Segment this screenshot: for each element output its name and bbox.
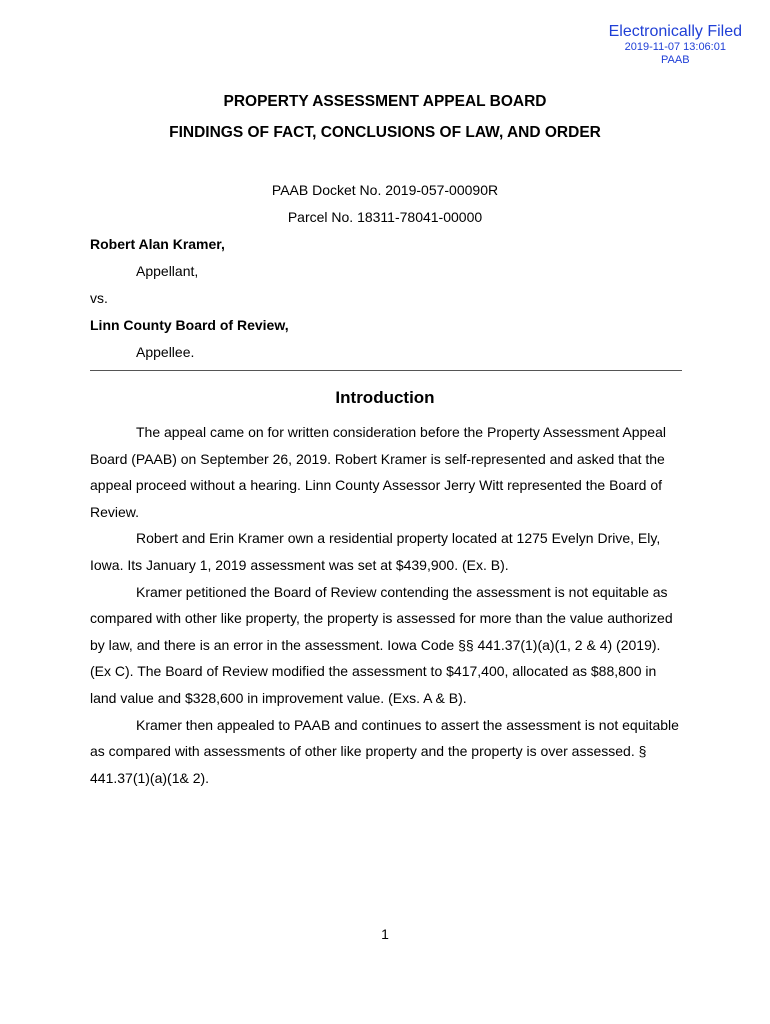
- paragraph: Robert and Erin Kramer own a residential property located at 1275 Evelyn Drive, Ely, Iowa. Its January 1, 2019 assessment was set at $439,900. (Ex. B).: [90, 530, 661, 573]
- appellant-name: Robert Alan Kramer,: [90, 236, 225, 252]
- stamp-datetime: 2019-11-07 13:06:01: [624, 41, 726, 53]
- body-text: [90, 419, 680, 791]
- appellee-role: Appellee.: [136, 344, 195, 360]
- docket-number: PAAB Docket No. 2019-057-00090R: [271, 182, 499, 198]
- stamp-title: Electronically Filed: [608, 23, 742, 40]
- stamp-agency: PAAB: [661, 54, 690, 66]
- paragraph: Kramer then appealed to PAAB and continues to assert the assessment is not equitable as compared with assessments of other like property and the property is over assessed. § 441.37(1)(a)(1& 2).: [90, 716, 679, 786]
- paragraph: Kramer petitioned the Board of Review contending the assessment is not equitable as compared with other like property, the property is assessed for more than the value authorized by law, and there is an error in the assessment. Iowa Code §§ 441.37(1)(a)(1, 2 & 4) (2019). (Ex C). The Board of Review modified the assessment to $417,400, allocated as $88,800 in land value and $328,600 in improvement value. (Exs. A & B).: [90, 583, 673, 706]
- document-subtitle: FINDINGS OF FACT, CONCLUSIONS OF LAW, AND ORDER: [169, 124, 601, 141]
- document-title: PROPERTY ASSESSMENT APPEAL BOARD: [223, 93, 547, 110]
- section-divider: [90, 370, 682, 371]
- parcel-number: Parcel No. 18311-78041-00000: [287, 209, 483, 225]
- section-heading: Introduction: [335, 388, 435, 407]
- appellee-name: Linn County Board of Review,: [90, 317, 289, 333]
- electronic-filing-stamp: [609, 24, 742, 66]
- versus-label: vs.: [90, 290, 108, 306]
- appellant-role: Appellant,: [136, 263, 199, 279]
- paragraph: The appeal came on for written consideration before the Property Assessment Appeal Board (PAAB) on September 26, 2019. Robert Kramer is self-represented and asked that the appeal proceed without a hearing. Linn County Assessor Jerry Witt represented the Board of Review.: [90, 424, 666, 520]
- page-number: 1: [381, 926, 389, 942]
